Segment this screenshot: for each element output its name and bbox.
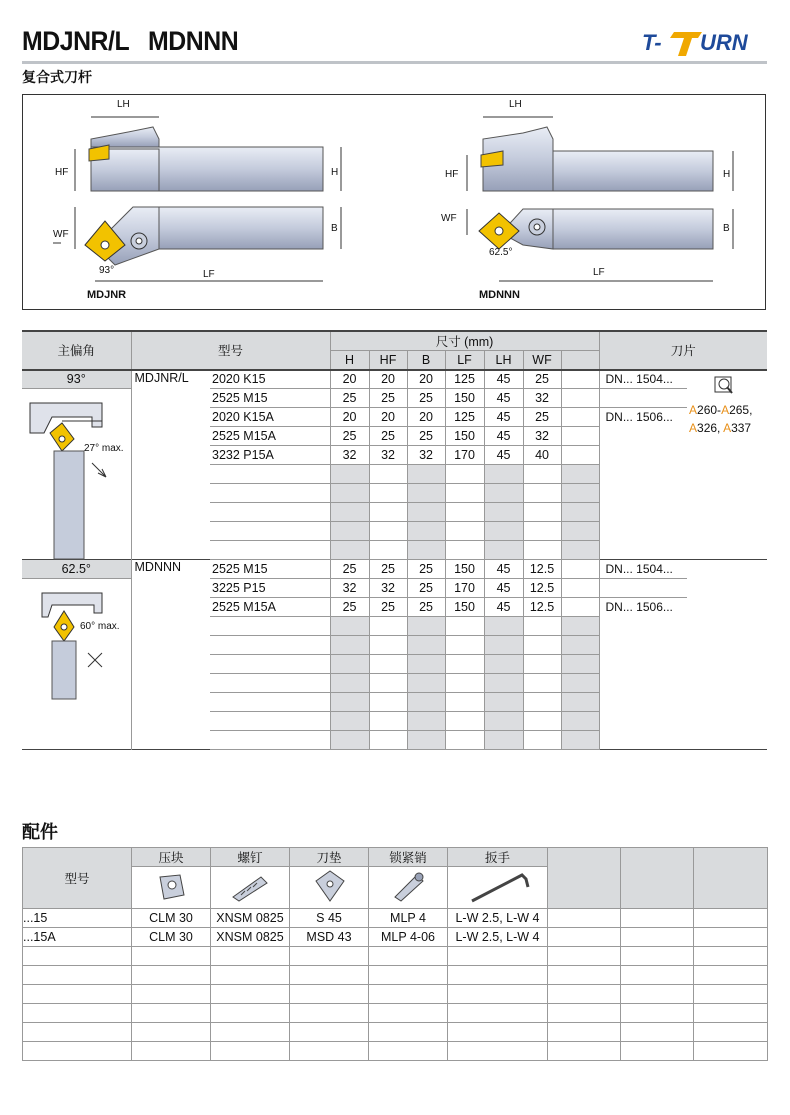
dim-label-h: H bbox=[723, 169, 731, 180]
header-angle: 主偏角 bbox=[22, 331, 131, 370]
acc-shim: MSD 43 bbox=[290, 928, 369, 947]
dim-lh: 45 bbox=[484, 389, 523, 408]
insert-cell bbox=[599, 389, 687, 408]
header-rule bbox=[22, 61, 767, 64]
dim-wf: 40 bbox=[523, 446, 561, 465]
dim-wf: 12.5 bbox=[523, 598, 561, 617]
dim-hf: 20 bbox=[369, 408, 407, 427]
diagram-name-mdnnn: MDNNN bbox=[479, 289, 520, 301]
dim-wf: 12.5 bbox=[523, 579, 561, 598]
model-cell: 2525 M15 bbox=[210, 560, 330, 579]
dim-lf: 150 bbox=[445, 598, 484, 617]
dim-lh: 45 bbox=[484, 579, 523, 598]
dim-label-b: B bbox=[331, 223, 338, 234]
dim-h: 20 bbox=[330, 408, 369, 427]
lock-pin-icon bbox=[369, 867, 448, 909]
col-lf: LF bbox=[445, 351, 484, 370]
dim-lh: 45 bbox=[484, 370, 523, 389]
model-cell: 2525 M15A bbox=[210, 427, 330, 446]
dim-lf: 150 bbox=[445, 560, 484, 579]
dim-h: 25 bbox=[330, 560, 369, 579]
dim-lh: 45 bbox=[484, 446, 523, 465]
dim-h: 32 bbox=[330, 579, 369, 598]
max-angle-label: 27° max. bbox=[84, 443, 124, 454]
tool-holder-diagrams bbox=[23, 95, 765, 309]
angle-label: 62.5° bbox=[489, 247, 513, 258]
insert-cell: DN... 1506... bbox=[599, 598, 687, 617]
dim-label-lh: LH bbox=[509, 99, 522, 110]
acc-screw: XNSM 0825 bbox=[211, 928, 290, 947]
magnifier-icon bbox=[713, 375, 735, 395]
page-subtitle: 复合式刀杆 bbox=[22, 70, 92, 86]
dim-hf: 32 bbox=[369, 579, 407, 598]
insert-cell bbox=[599, 427, 687, 446]
wrench-icon bbox=[448, 867, 548, 909]
acc-header-clamp: 压块 bbox=[132, 848, 211, 867]
dim-b: 25 bbox=[407, 389, 445, 408]
insert-cell: DN... 1506... bbox=[599, 408, 687, 427]
col-lh: LH bbox=[484, 351, 523, 370]
dim-hf: 25 bbox=[369, 427, 407, 446]
max-angle-label: 60° max. bbox=[80, 621, 120, 632]
dim-label-b: B bbox=[723, 223, 730, 234]
insert-page-refs: A260-A265, A326, A337 bbox=[689, 402, 753, 435]
angle-cell: 62.5° bbox=[22, 560, 131, 579]
dim-wf: 32 bbox=[523, 427, 561, 446]
t-turn-logo bbox=[640, 26, 772, 58]
insert-ref bbox=[687, 370, 767, 560]
dim-label-wf: WF bbox=[53, 229, 69, 240]
dim-lf: 150 bbox=[445, 389, 484, 408]
model-cell: 2020 K15 bbox=[210, 370, 330, 389]
acc-header-wrench: 扳手 bbox=[448, 848, 548, 867]
insert-cell: DN... 1504... bbox=[599, 560, 687, 579]
dim-label-hf: HF bbox=[55, 167, 69, 178]
acc-clamp: CLM 30 bbox=[132, 928, 211, 947]
acc-model: ...15A bbox=[23, 928, 132, 947]
dim-hf: 32 bbox=[369, 446, 407, 465]
acc-wrench: L-W 2.5, L-W 4 bbox=[448, 909, 548, 928]
approach-sketch-62 bbox=[22, 579, 131, 750]
dim-lf: 150 bbox=[445, 427, 484, 446]
acc-screw: XNSM 0825 bbox=[211, 909, 290, 928]
diagram-name-mdjnr: MDJNR bbox=[87, 289, 127, 301]
dim-h: 20 bbox=[330, 370, 369, 389]
col-hf: HF bbox=[369, 351, 407, 370]
acc-header-screw: 螺钉 bbox=[211, 848, 290, 867]
dim-lf: 125 bbox=[445, 408, 484, 427]
acc-model: ...15 bbox=[23, 909, 132, 928]
series-name: MDJNR/L bbox=[131, 370, 210, 560]
dim-hf: 25 bbox=[369, 560, 407, 579]
dim-wf: 32 bbox=[523, 389, 561, 408]
acc-pin: MLP 4-06 bbox=[369, 928, 448, 947]
svg-text:T-: T- bbox=[642, 30, 662, 55]
dim-lh: 45 bbox=[484, 560, 523, 579]
dim-wf: 25 bbox=[523, 408, 561, 427]
shim-icon bbox=[290, 867, 369, 909]
dim-hf: 25 bbox=[369, 389, 407, 408]
acc-wrench: L-W 2.5, L-W 4 bbox=[448, 928, 548, 947]
angle-label: 93° bbox=[99, 265, 115, 276]
dim-b: 25 bbox=[407, 427, 445, 446]
model-cell: 2020 K15A bbox=[210, 408, 330, 427]
dim-hf: 20 bbox=[369, 370, 407, 389]
dim-label-lh: LH bbox=[117, 99, 130, 110]
dim-wf: 25 bbox=[523, 370, 561, 389]
acc-clamp: CLM 30 bbox=[132, 909, 211, 928]
svg-text:URN: URN bbox=[700, 30, 748, 55]
dim-label-lf: LF bbox=[593, 267, 605, 278]
acc-pin: MLP 4 bbox=[369, 909, 448, 928]
model-cell: 3232 P15A bbox=[210, 446, 330, 465]
page-title: MDJNR/L MDNNN bbox=[22, 26, 239, 56]
model-cell: 2525 M15 bbox=[210, 389, 330, 408]
header-insert: 刀片 bbox=[599, 331, 767, 370]
acc-header-pin: 锁紧销 bbox=[369, 848, 448, 867]
dim-lh: 45 bbox=[484, 408, 523, 427]
model-cell: 2525 M15A bbox=[210, 598, 330, 617]
acc-shim: S 45 bbox=[290, 909, 369, 928]
dim-hf: 25 bbox=[369, 598, 407, 617]
accessories-table bbox=[22, 847, 768, 1061]
diagram-panel bbox=[22, 94, 766, 310]
dim-b: 20 bbox=[407, 408, 445, 427]
dim-label-hf: HF bbox=[445, 169, 459, 180]
holder-spec-table bbox=[22, 330, 767, 750]
col-wf: WF bbox=[523, 351, 561, 370]
series-name: MDNNN bbox=[131, 560, 210, 750]
dim-lh: 45 bbox=[484, 598, 523, 617]
dim-h: 25 bbox=[330, 427, 369, 446]
dim-lf: 170 bbox=[445, 446, 484, 465]
acc-header-shim: 刀垫 bbox=[290, 848, 369, 867]
model-cell: 3225 P15 bbox=[210, 579, 330, 598]
screw-icon bbox=[211, 867, 290, 909]
dim-label-wf: WF bbox=[441, 213, 457, 224]
dim-lh: 45 bbox=[484, 427, 523, 446]
dim-b: 25 bbox=[407, 598, 445, 617]
col-b: B bbox=[407, 351, 445, 370]
acc-header-model: 型号 bbox=[23, 848, 132, 909]
dim-wf: 12.5 bbox=[523, 560, 561, 579]
insert-cell: DN... 1504... bbox=[599, 370, 687, 389]
header-model: 型号 bbox=[131, 331, 330, 370]
clamp-icon bbox=[132, 867, 211, 909]
header-dims: 尺寸 (mm) bbox=[330, 331, 599, 351]
dim-h: 25 bbox=[330, 389, 369, 408]
mdnnn-side-view bbox=[467, 117, 733, 191]
angle-cell: 93° bbox=[22, 370, 131, 389]
dim-h: 25 bbox=[330, 598, 369, 617]
dim-b: 20 bbox=[407, 370, 445, 389]
dim-lf: 170 bbox=[445, 579, 484, 598]
insert-cell bbox=[599, 579, 687, 598]
dim-b: 32 bbox=[407, 446, 445, 465]
accessories-title: 配件 bbox=[22, 822, 58, 843]
dim-label-h: H bbox=[331, 167, 339, 178]
dim-b: 25 bbox=[407, 579, 445, 598]
dim-b: 25 bbox=[407, 560, 445, 579]
dim-lf: 125 bbox=[445, 370, 484, 389]
dim-h: 32 bbox=[330, 446, 369, 465]
approach-sketch-93 bbox=[22, 389, 131, 560]
col-h: H bbox=[330, 351, 369, 370]
dim-label-lf: LF bbox=[203, 269, 215, 280]
